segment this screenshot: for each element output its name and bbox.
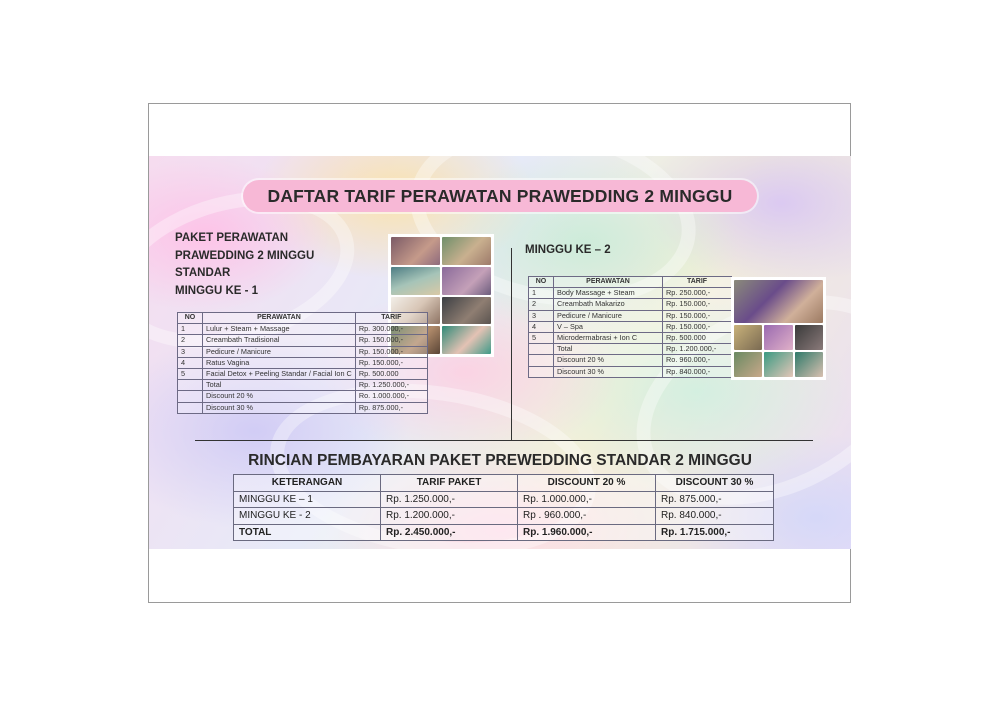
total-row: [529, 344, 732, 355]
photo-microdermabrasi: [795, 352, 823, 377]
row-treatment: Pedicure / Manicure: [203, 346, 356, 357]
col-header-treatment: PERAWATAN: [203, 313, 356, 324]
treatment-photo-collage-week2: [731, 277, 826, 380]
price-poster: [149, 156, 851, 549]
row-no: 1: [529, 288, 554, 299]
table-row: [178, 346, 428, 357]
photo-massage: [391, 237, 440, 265]
total-label: Total: [203, 380, 356, 391]
package-line: STANDAR: [175, 267, 231, 279]
discount-rate: Ro. 960.000,-: [663, 355, 732, 366]
cell-discount-30: Rp. 875.000,-: [656, 491, 774, 508]
cell-discount-20: Rp . 960.000,-: [518, 508, 656, 525]
horizontal-divider: [195, 440, 813, 441]
package-line: MINGGU KE - 1: [175, 284, 259, 297]
row-rate: Rp. 150.000,-: [663, 299, 732, 310]
row-no: 4: [178, 357, 203, 368]
table-row: [178, 324, 428, 335]
discount-label: Discount 20 %: [203, 391, 356, 402]
row-rate: Rp. 500.000: [663, 333, 732, 344]
row-treatment: Pedicure / Manicure: [554, 310, 663, 321]
table-row: [178, 335, 428, 346]
discount-rate: Rp. 875.000,-: [355, 402, 427, 413]
col-header-treatment: PERAWATAN: [554, 277, 663, 288]
row-treatment: Creambath Makarizo: [554, 299, 663, 310]
photo-creambath: [734, 325, 762, 350]
table-row: [529, 299, 732, 310]
package-line: PAKET PERAWATAN: [175, 232, 289, 244]
col-header-no: NO: [529, 277, 554, 288]
package-heading: [175, 230, 314, 300]
cell-discount-20: Rp. 1.960.000,-: [518, 524, 656, 541]
table-row: [234, 508, 774, 525]
row-no: 2: [178, 335, 203, 346]
table-row: [178, 357, 428, 368]
table-row: [529, 310, 732, 321]
col-header-discount-30: DISCOUNT 30 %: [656, 475, 774, 492]
photo-facial: [764, 352, 792, 377]
photo-body-massage: [734, 280, 823, 323]
week2-price-table: [528, 276, 732, 378]
total-rate: Rp. 1.200.000,-: [663, 344, 732, 355]
row-treatment: Body Massage + Steam: [554, 288, 663, 299]
week2-heading: MINGGU KE – 2: [525, 244, 611, 256]
row-treatment: V – Spa: [554, 321, 663, 332]
cell-package-rate: Rp. 1.200.000,-: [381, 508, 518, 525]
row-rate: Rp. 150.000,-: [663, 321, 732, 332]
row-rate: Rp. 150.000,-: [355, 346, 427, 357]
table-row: [234, 491, 774, 508]
total-label: Total: [554, 344, 663, 355]
table-row: [178, 369, 428, 380]
col-header-package-rate: TARIF PAKET: [381, 475, 518, 492]
cell-discount-30: Rp. 1.715.000,-: [656, 524, 774, 541]
discount-label: Discount 30 %: [203, 402, 356, 413]
discount-row: [178, 402, 428, 413]
discount-rate: Ro. 1.000.000,-: [355, 391, 427, 402]
col-header-discount-20: DISCOUNT 20 %: [518, 475, 656, 492]
discount-row: [178, 391, 428, 402]
discount-rate: Rp. 840.000,-: [663, 366, 732, 377]
col-header-no: NO: [178, 313, 203, 324]
table-row: [529, 333, 732, 344]
col-header-rate: TARIF: [663, 277, 732, 288]
row-treatment: Microdermabrasi + Ion C: [554, 333, 663, 344]
col-header-rate: TARIF: [355, 313, 427, 324]
package-line: PRAWEDDING 2 MINGGU: [175, 249, 315, 262]
cell-description: TOTAL: [234, 524, 381, 541]
row-rate: Rp. 300.000,-: [355, 324, 427, 335]
cell-package-rate: Rp. 1.250.000,-: [381, 491, 518, 508]
cell-discount-30: Rp. 840.000,-: [656, 508, 774, 525]
row-no: 4: [529, 321, 554, 332]
photo-manicure: [442, 267, 491, 295]
row-treatment: Ratus Vagina: [203, 357, 356, 368]
photo-facial: [442, 326, 491, 354]
week1-price-table: [177, 312, 428, 414]
total-row: [178, 380, 428, 391]
discount-row: [529, 355, 732, 366]
table-row: [529, 321, 732, 332]
poster-title: DAFTAR TARIF PERAWATAN PRAWEDDING 2 MINGGU: [243, 180, 757, 212]
cell-description: MINGGU KE - 2: [234, 508, 381, 525]
discount-label: Discount 30 %: [554, 366, 663, 377]
row-rate: Rp. 150.000,-: [355, 335, 427, 346]
row-treatment: Facial Detox + Peeling Standar / Facial Ion C: [203, 369, 356, 380]
photo-v-spa: [795, 325, 823, 350]
cell-discount-20: Rp. 1.000.000,-: [518, 491, 656, 508]
row-no: 5: [178, 369, 203, 380]
summary-title: RINCIAN PEMBAYARAN PAKET PREWEDDING STANDAR 2 MINGGU: [248, 452, 752, 469]
photo-manicure: [734, 352, 762, 377]
payment-summary-table: [233, 474, 774, 541]
discount-row: [529, 366, 732, 377]
vertical-divider: [511, 248, 512, 440]
row-no: 2: [529, 299, 554, 310]
row-no: 1: [178, 324, 203, 335]
row-rate: Rp. 150.000,-: [355, 357, 427, 368]
discount-label: Discount 20 %: [554, 355, 663, 366]
cell-description: MINGGU KE – 1: [234, 491, 381, 508]
col-header-description: KETERANGAN: [234, 475, 381, 492]
row-no: 3: [529, 310, 554, 321]
total-row: [234, 524, 774, 541]
row-rate: Rp. 250.000,-: [663, 288, 732, 299]
table-row: [529, 288, 732, 299]
photo-spa-room: [391, 267, 440, 295]
row-no: 3: [178, 346, 203, 357]
row-rate: Rp. 500.000: [355, 369, 427, 380]
cell-package-rate: Rp. 2.450.000,-: [381, 524, 518, 541]
row-treatment: Creambath Tradisional: [203, 335, 356, 346]
row-no: 5: [529, 333, 554, 344]
photo-creambath: [442, 237, 491, 265]
row-treatment: Lulur + Steam + Massage: [203, 324, 356, 335]
row-rate: Rp. 150.000,-: [663, 310, 732, 321]
photo-ratus: [442, 297, 491, 325]
total-rate: Rp. 1.250.000,-: [355, 380, 427, 391]
photo-pedicure: [764, 325, 792, 350]
